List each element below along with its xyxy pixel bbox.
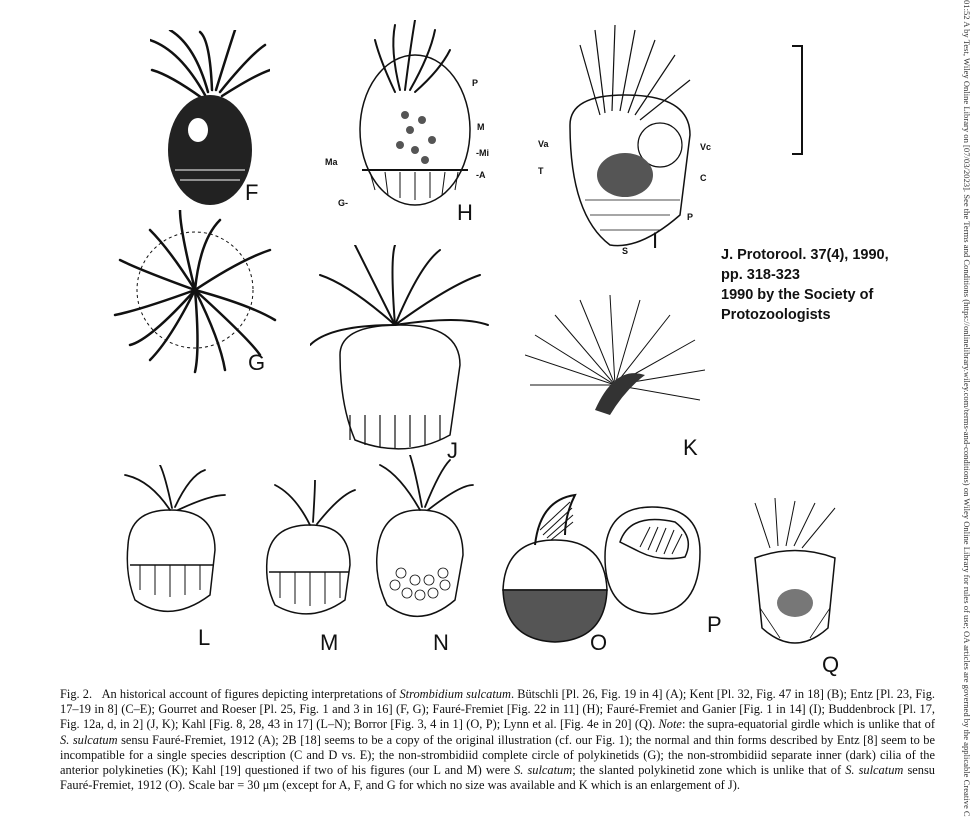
label-h-ma: Ma	[325, 157, 338, 167]
label-h-g: G-	[338, 198, 348, 208]
caption-text-5: ; the slanted polykinetid zone which is unlike that of	[572, 763, 846, 778]
caption-species-short-3: S. sulcatum	[845, 763, 904, 778]
citation-line-3: 1990 by the Society of	[721, 287, 874, 303]
label-i-c: C	[700, 173, 707, 183]
panel-label-i: I	[652, 228, 659, 253]
label-i-va: Va	[538, 139, 549, 149]
caption-text-3: : the supra-equatorial girdle which is unlike that of	[681, 717, 935, 732]
figure-panel-L	[110, 465, 230, 625]
figure-panel-H	[340, 20, 490, 220]
panel-label-f: F	[245, 180, 259, 205]
caption-text-4: sensu Fauré-Fremiet, 1912 (A); 2B [18] seems to be a copy of the original illustration (cf. our Fig. 1); the normal and thin forms described by Entz [8] seem to be incompatible for a single species description (C and D vs. E); the non-strombidiid complete circle of polykinetids (G); the non-strombidiid separate inner (dark) cilia of the anterior polykineties (K); Kahl [19] questioned if two of his figures (our L and M) were	[60, 732, 935, 778]
panel-label-h: H	[457, 200, 473, 225]
caption-text-2: . Bütschli [Pl. 26, Fig. 19 in 4] (A); Kent [Pl. 32, Fig. 47 in 18] (B); Entz [Pl. 23, Fig. 17–19 in 8] (C–E); Gourret and Roeser [Pl. 25, Fig. 1 and 3 in 16] (F, G); Fauré-Fremiet [Fig. 22 in 11] (H); Fauré-Fremiet and Ganier [Fig. 1 in 14] (I); Buddenbrock [Pl. 17, Fig. 12a, d, in 2] (J, K); Kahl [Fig. 8, 28, 43 in 17] (L–N); Borror [Fig. 3, 4 in 1] (O, P); Lynn et al. [Fig. 4e in 20] (Q).	[60, 687, 935, 732]
panel-label-m: M	[320, 630, 339, 655]
label-i-p: P	[687, 212, 694, 222]
figure-caption	[60, 687, 935, 793]
citation-line-1: J. Protorool. 37(4), 1990,	[721, 247, 889, 263]
figure-panel-O	[495, 490, 615, 645]
caption-note-label: Note	[658, 717, 682, 732]
figure-panel-J	[310, 245, 490, 460]
panel-label-o: O	[590, 630, 608, 655]
margin-note	[958, 0, 976, 840]
label-i-t: T	[538, 166, 544, 176]
label-h-p: P	[472, 78, 479, 88]
label-i-s: S	[622, 246, 629, 256]
figure-panel-K	[525, 295, 705, 425]
figure-panel-M	[255, 480, 365, 630]
label-i-vc: Vc	[700, 142, 712, 152]
citation-line-4: Protozoologists	[721, 307, 831, 323]
figure-panel-P	[600, 502, 705, 617]
caption-text-6: sensu Fauré-Fremiet, 1912 (O). Scale bar = 30 μm (except for A, F, and G for which no size was available and K which is an enlargement of J).	[60, 763, 935, 793]
figure-panel-N	[365, 455, 475, 630]
panel-label-q: Q	[822, 652, 840, 677]
margin-note-text: 01:52 A by Test, Wiley Online Library on [07/03/2023]. See the Terms and Conditions (https://onlinelibrary.wiley.com/terms-and-conditions) on Wiley Online Library for rules of use; OA articles are governed by the applicable Creative C	[962, 0, 972, 817]
citation-block	[721, 245, 941, 325]
panel-label-l: L	[198, 625, 211, 650]
panel-label-g: G	[248, 350, 266, 375]
label-h-m: M	[477, 122, 485, 132]
figure-number: Fig. 2.	[60, 687, 93, 701]
panel-label-n: N	[433, 630, 449, 655]
figure-panel-Q	[740, 498, 850, 658]
panel-label-j: J	[447, 438, 458, 463]
citation-line-2: pp. 318-323	[721, 267, 800, 283]
label-h-mi: -Mi	[476, 148, 489, 158]
panel-label-p: P	[707, 612, 722, 637]
caption-species: Strombidium sulcatum	[399, 687, 511, 701]
caption-species-short-2: S. sulcatum	[514, 763, 573, 778]
label-h-a: -A	[476, 170, 486, 180]
scale-bar	[790, 45, 806, 155]
panel-label-k: K	[683, 435, 698, 460]
caption-species-short-1: S. sulcatum	[60, 732, 118, 747]
caption-text-1: An historical account of figures depicting interpretations of	[101, 687, 400, 701]
